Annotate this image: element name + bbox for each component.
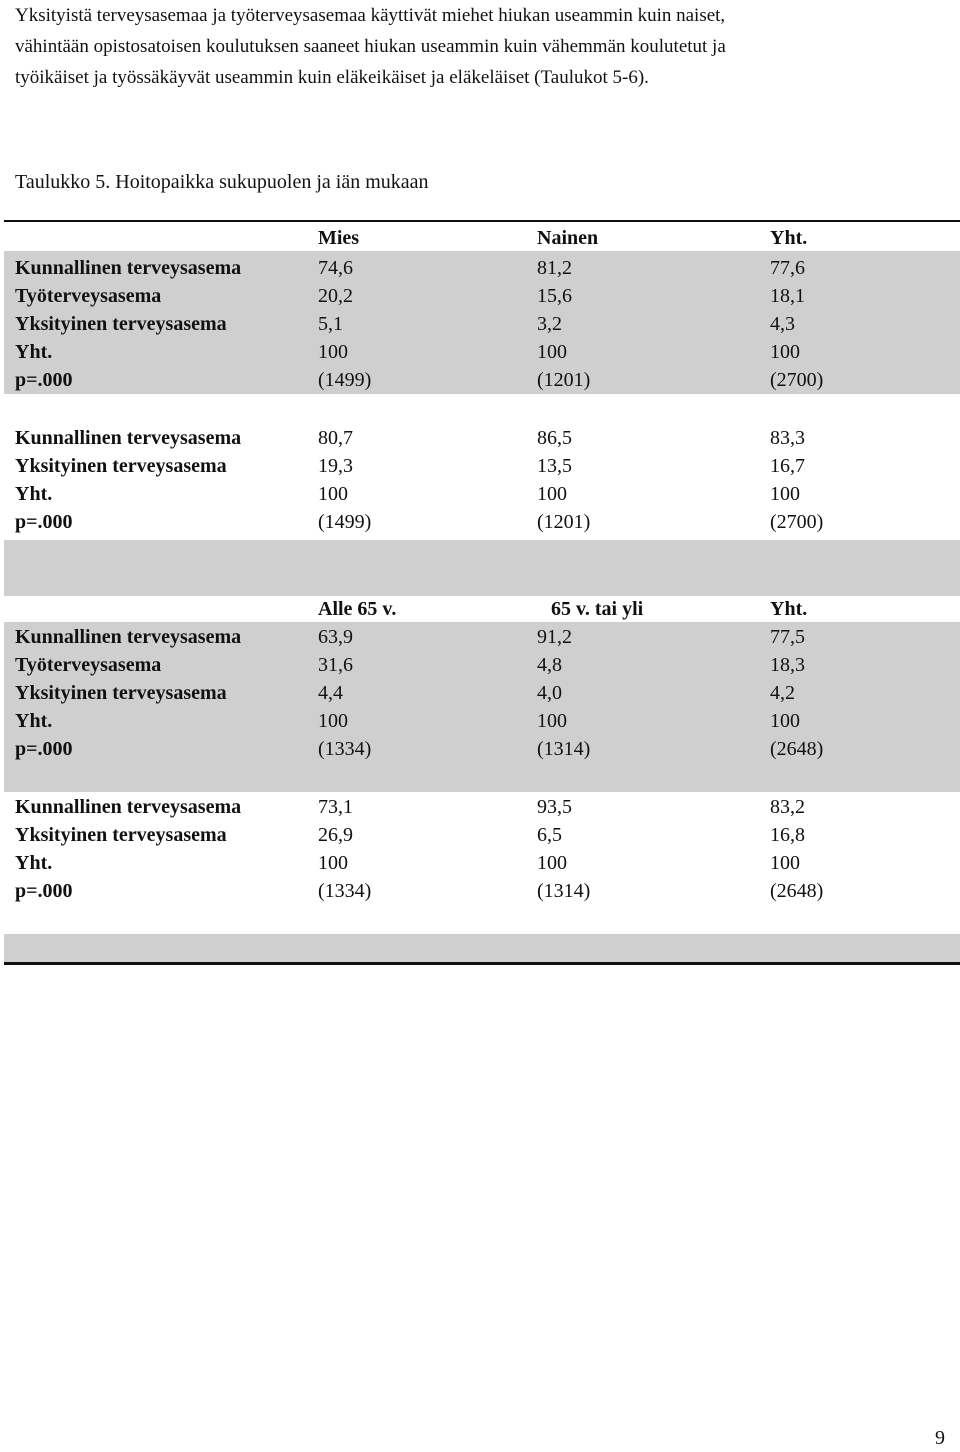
row-label: Yht. [15,852,53,874]
table-cell: 4,2 [770,682,795,704]
table-row [0,282,960,310]
row-label: Kunnallinen terveysasema [15,427,242,449]
table-cell: 6,5 [537,824,562,846]
column-header: Nainen [537,227,599,249]
table-band [4,540,960,596]
intro-line: Yksityistä terveysasemaa ja työterveysasemaa käyttivät miehet hiukan useammin kuin naiset, [15,5,726,26]
table-cell: 5,1 [318,313,343,335]
table-row [0,707,960,735]
row-label: p=.000 [15,738,73,760]
row-label: Kunnallinen terveysasema [15,796,242,818]
table-cell: 100 [770,852,800,874]
table-cell: 100 [318,341,348,363]
table-cell: (2648) [770,880,824,902]
table-cell: 80,7 [318,427,353,449]
table-cell: 100 [537,852,567,874]
table-row [0,338,960,366]
table-cell: 77,5 [770,626,805,648]
table-cell: 93,5 [537,796,572,818]
table-cell: (1499) [318,369,372,391]
table-cell: 4,4 [318,682,343,704]
table-cell: 83,3 [770,427,805,449]
table-row [0,310,960,338]
column-header: Alle 65 v. [318,598,397,620]
table-cell: 83,2 [770,796,805,818]
table-caption: Taulukko 5. Hoitopaikka sukupuolen ja iän mukaan [15,171,429,193]
table-cell: (1334) [318,880,372,902]
table-cell: 81,2 [537,257,572,279]
row-label: Yht. [15,483,53,505]
table-cell: 19,3 [318,455,353,477]
table-row [0,254,960,282]
column-header: Yht. [770,598,808,620]
table-cell: 3,2 [537,313,562,335]
table-cell: (2700) [770,511,824,533]
row-label: Yksityinen terveysasema [15,455,227,477]
table-cell: 16,8 [770,824,805,846]
table-row [0,793,960,821]
table-row [0,366,960,394]
table-row [0,623,960,651]
row-label: p=.000 [15,511,73,533]
table-cell: 100 [770,341,800,363]
table-row [0,651,960,679]
table-cell: 74,6 [318,257,353,279]
table-cell: 4,0 [537,682,562,704]
table-cell: (1201) [537,511,591,533]
table-cell: 31,6 [318,654,353,676]
row-label: p=.000 [15,880,73,902]
column-header: 65 v. tai yli [551,598,644,620]
table-cell: (1314) [537,880,591,902]
table-cell: (1314) [537,738,591,760]
table-cell: (2648) [770,738,824,760]
table-cell: 100 [770,483,800,505]
row-label: Kunnallinen terveysasema [15,257,242,279]
table-row [0,424,960,452]
row-label: Työterveysasema [15,654,162,676]
intro-paragraph [15,0,950,93]
table-cell: 100 [318,710,348,732]
page-number: 9 [935,1427,945,1449]
row-label: Yksityinen terveysasema [15,824,227,846]
table-bottom-rule [4,962,960,965]
table-row [0,821,960,849]
table-top-rule [4,220,960,222]
table-cell: 15,6 [537,285,572,307]
table-row [0,480,960,508]
table-cell: 26,9 [318,824,353,846]
table-cell: 91,2 [537,626,572,648]
table-header-row [0,595,960,623]
row-label: Työterveysasema [15,285,162,307]
table-cell: 73,1 [318,796,353,818]
table-row [0,849,960,877]
table-cell: 100 [318,483,348,505]
column-header: Mies [318,227,360,249]
table-cell: 86,5 [537,427,572,449]
table-cell: 100 [537,710,567,732]
table-cell: 18,1 [770,285,805,307]
table-row [0,452,960,480]
table-row [0,508,960,536]
column-header: Yht. [770,227,808,249]
table-cell: 20,2 [318,285,353,307]
table-cell: 100 [318,852,348,874]
table-header-row [0,224,960,252]
row-label: Yksityinen terveysasema [15,313,227,335]
table-cell: 100 [537,483,567,505]
table-cell: 13,5 [537,455,572,477]
table-row [0,735,960,763]
table-cell: 77,6 [770,257,805,279]
row-label: Yht. [15,341,53,363]
table-row [0,679,960,707]
table-cell: 100 [537,341,567,363]
table-band [4,934,960,962]
row-label: Yksityinen terveysasema [15,682,227,704]
table-cell: (2700) [770,369,824,391]
intro-line: työikäiset ja työssäkäyvät useammin kuin eläkeikäiset ja eläkeläiset (Taulukot 5-6). [15,67,649,88]
table-cell: 4,8 [537,654,562,676]
row-label: Yht. [15,710,53,732]
table-row [0,877,960,905]
table-cell: 16,7 [770,455,805,477]
table-cell: (1201) [537,369,591,391]
table-cell: 100 [770,710,800,732]
table-cell: (1334) [318,738,372,760]
row-label: p=.000 [15,369,73,391]
intro-line: vähintään opistosatoisen koulutuksen saaneet hiukan useammin kuin vähemmän koulutetut ja [15,36,726,57]
table-cell: 18,3 [770,654,805,676]
row-label: Kunnallinen terveysasema [15,626,242,648]
table-cell: 4,3 [770,313,795,335]
table-cell: (1499) [318,511,372,533]
table-cell: 63,9 [318,626,353,648]
